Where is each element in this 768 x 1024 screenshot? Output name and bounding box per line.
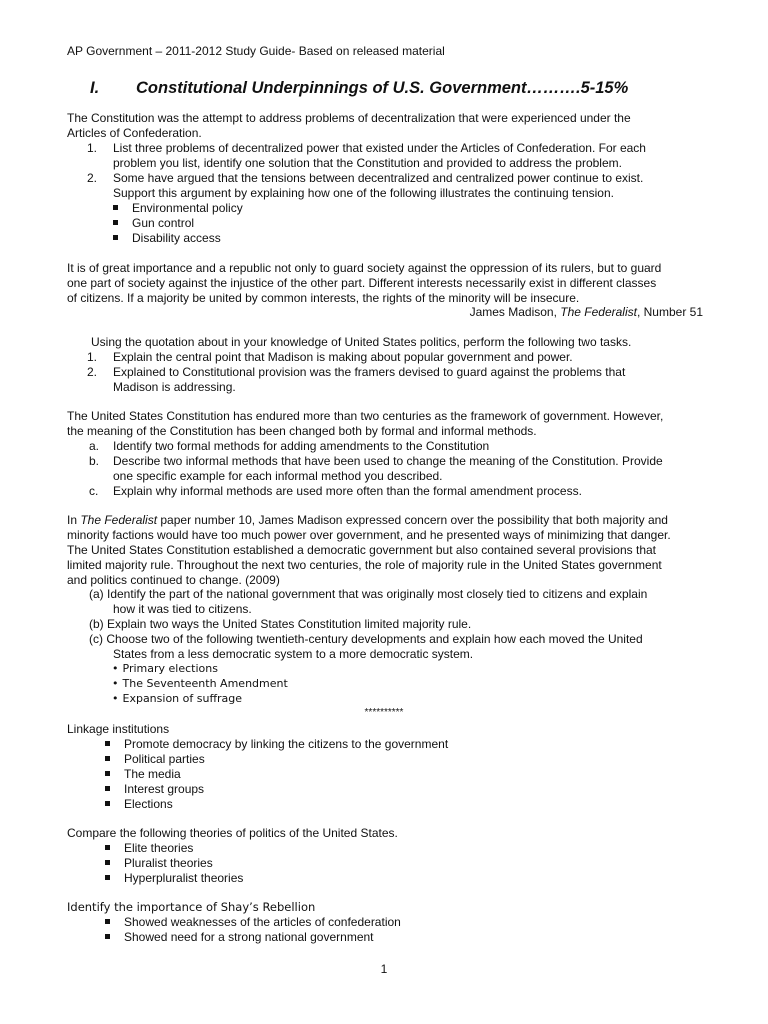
list-item bbox=[105, 752, 741, 767]
item-text: Hyperpluralist theories bbox=[124, 870, 244, 885]
item-text: Promote democracy by linking the citizens to the government bbox=[124, 737, 449, 751]
item-text: Environmental policy bbox=[132, 201, 243, 215]
item-number: 1. bbox=[87, 350, 98, 364]
madison-quote bbox=[67, 261, 703, 306]
bullet-icon bbox=[105, 756, 110, 761]
list-item bbox=[87, 350, 723, 365]
developments-list bbox=[67, 662, 748, 707]
list-item bbox=[113, 231, 749, 246]
document-header: AP Government – 2011-2012 Study Guide- Based on released material bbox=[67, 44, 445, 58]
list-item bbox=[105, 737, 741, 752]
item-text: List three problems of decentralized power that existed under the Articles of Confederation. For each bbox=[113, 141, 646, 155]
list-item bbox=[113, 201, 749, 216]
quote-line: of citizens. If a majority be united by common interests, the rights of the minority will be insecure. bbox=[67, 290, 580, 305]
item-text: Political parties bbox=[124, 751, 205, 766]
item-text: The media bbox=[124, 766, 181, 781]
intro-line: The Constitution was the attempt to address problems of decentralization that were experienced under the bbox=[67, 111, 631, 125]
paragraph-line: limited majority rule. Throughout the next two centuries, the role of majority rule in the United States government bbox=[67, 557, 662, 572]
item-text: Interest groups bbox=[124, 781, 205, 796]
federalist10-paragraph bbox=[67, 513, 703, 588]
list-item bbox=[105, 915, 741, 930]
item-text: Identify two formal methods for adding amendments to the Constitution bbox=[113, 439, 490, 453]
bullet-icon bbox=[113, 205, 118, 210]
tasks-intro: Using the quotation about in your knowledge of United States politics, perform the following two tasks. bbox=[91, 335, 632, 349]
item-text: Explain the central point that Madison is making about popular government and power. bbox=[113, 350, 573, 364]
quote-line: one part of society against the injustice of the other part. Different interests necessarily exist in different classes bbox=[67, 275, 657, 290]
list-item: (a) Identify the part of the national government that was originally most closely tied to citizens and explain bbox=[89, 587, 648, 601]
bullet-icon bbox=[105, 801, 110, 806]
item-text: Describe two informal methods that have been used to change the meaning of the Constitution. Provide bbox=[113, 453, 663, 468]
federalist10-items bbox=[67, 587, 725, 662]
theories-title: Compare the following theories of politics of the United States. bbox=[67, 826, 398, 840]
constitution-items bbox=[67, 439, 725, 499]
attribution-author: James Madison, bbox=[469, 305, 561, 319]
item-text: how it was tied to citizens. bbox=[113, 601, 252, 616]
paragraph-line: The United States Constitution established a democratic government but also contained several provisions that bbox=[67, 542, 656, 557]
list-item: (b) Explain two ways the United States Constitution limited majority rule. bbox=[89, 616, 472, 631]
attribution-title: The Federalist bbox=[560, 305, 637, 319]
list-item bbox=[112, 677, 748, 692]
bullet-icon bbox=[105, 786, 110, 791]
text-run-italic: The Federalist bbox=[80, 513, 158, 527]
bullet-icon bbox=[105, 875, 110, 880]
item-text: Madison is addressing. bbox=[113, 379, 236, 394]
list-item bbox=[112, 662, 748, 677]
text-run: In bbox=[67, 513, 81, 527]
item-text: Gun control bbox=[132, 215, 195, 230]
intro-line: Articles of Confederation. bbox=[67, 125, 202, 140]
theories-list bbox=[67, 841, 741, 886]
item-text: Showed need for a strong national government bbox=[124, 929, 374, 944]
list-item bbox=[87, 365, 723, 380]
linkage-list bbox=[67, 737, 741, 812]
item-text: one specific example for each informal method you described. bbox=[113, 468, 443, 483]
text-run: paper number 10, James Madison expressed concern over the possibility that both majority and bbox=[157, 513, 668, 527]
articles-question-list bbox=[67, 141, 723, 201]
paragraph-line: minority factions would have too much power over government, and he presented ways of minimizing that danger. bbox=[67, 527, 671, 542]
paragraph-line: the meaning of the Constitution has been changed both by formal and informal methods. bbox=[67, 423, 537, 438]
list-item bbox=[105, 767, 741, 782]
paragraph-line: The United States Constitution has endured more than two centuries as the framework of government. However, bbox=[67, 409, 664, 423]
item-letter: a. bbox=[89, 439, 100, 453]
attribution-number: , Number 51 bbox=[636, 305, 703, 319]
tasks-list bbox=[67, 350, 723, 395]
bullet-icon bbox=[105, 860, 110, 865]
bullet-icon bbox=[105, 919, 110, 924]
item-text: States from a less democratic system to a more democratic system. bbox=[113, 646, 474, 661]
item-text: Some have argued that the tensions between decentralized and centralized power continue to exist. bbox=[113, 170, 644, 185]
dot-bullet-icon: • bbox=[112, 662, 119, 675]
item-text: Showed weaknesses of the articles of confederation bbox=[124, 915, 401, 929]
bullet-icon bbox=[105, 845, 110, 850]
list-item bbox=[113, 216, 749, 231]
item-text: Explained to Constitutional provision was the framers devised to guard against the problems that bbox=[113, 364, 626, 379]
list-item bbox=[105, 930, 741, 945]
dot-bullet-icon: • bbox=[112, 691, 119, 705]
quote-attribution bbox=[470, 305, 703, 320]
bullet-icon bbox=[105, 741, 110, 746]
list-item bbox=[105, 856, 741, 871]
dot-bullet-icon: • bbox=[112, 676, 119, 690]
list-item bbox=[105, 871, 741, 886]
list-item bbox=[112, 692, 748, 707]
list-item bbox=[89, 454, 725, 469]
list-item bbox=[87, 141, 723, 156]
list-item bbox=[105, 782, 741, 797]
bullet-icon bbox=[105, 771, 110, 776]
shays-list bbox=[67, 915, 741, 945]
item-text: Expansion of suffrage bbox=[122, 691, 243, 705]
list-item bbox=[105, 797, 741, 812]
item-text: Primary elections bbox=[122, 662, 218, 675]
item-letter: c. bbox=[89, 483, 99, 498]
bullet-icon bbox=[113, 220, 118, 225]
bullet-icon bbox=[105, 934, 110, 939]
item-text: Disability access bbox=[132, 230, 221, 245]
intro-paragraph bbox=[67, 111, 703, 141]
shays-title: Identify the importance of Shay’s Rebellion bbox=[67, 900, 316, 914]
page-number: 1 bbox=[380, 962, 388, 976]
list-item bbox=[105, 841, 741, 856]
section-title: Constitutional Underpinnings of U.S. Government……….5-15% bbox=[136, 79, 629, 97]
item-text: Elections bbox=[124, 796, 173, 811]
item-text: The Seventeenth Amendment bbox=[122, 676, 288, 690]
section-number: I. bbox=[90, 79, 100, 97]
list-item bbox=[87, 171, 723, 186]
paragraph-line: and politics continued to change. (2009) bbox=[67, 572, 280, 587]
section-separator: ********** bbox=[364, 707, 404, 718]
constitution-paragraph bbox=[67, 409, 703, 439]
item-text: Elite theories bbox=[124, 841, 194, 855]
section-heading bbox=[90, 78, 710, 98]
item-text: Pluralist theories bbox=[124, 855, 213, 870]
tension-bullet-list bbox=[67, 201, 749, 246]
list-item: (c) Choose two of the following twentieth-century developments and explain how each moved the United bbox=[89, 631, 643, 646]
bullet-icon bbox=[113, 235, 118, 240]
item-letter: b. bbox=[89, 453, 100, 468]
paragraph-line bbox=[67, 513, 703, 528]
linkage-title: Linkage institutions bbox=[67, 722, 170, 736]
item-text: Support this argument by explaining how one of the following illustrates the continuing tension. bbox=[113, 185, 614, 200]
item-number: 2. bbox=[87, 170, 98, 185]
item-number: 2. bbox=[87, 364, 98, 379]
item-number: 1. bbox=[87, 141, 98, 155]
item-text: Explain why informal methods are used more often than the formal amendment process. bbox=[113, 483, 582, 498]
item-text: problem you list, identify one solution that the Constitution and provided to address the problem. bbox=[113, 155, 622, 170]
list-item bbox=[89, 484, 725, 499]
quote-line: It is of great importance and a republic not only to guard society against the oppression of its rulers, but to guard bbox=[67, 261, 662, 275]
list-item bbox=[89, 439, 725, 454]
